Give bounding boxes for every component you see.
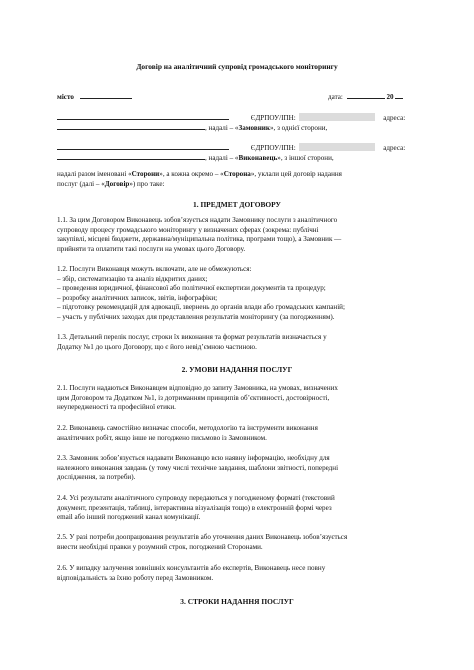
paragraph-line: супроводу процесу громадського моніторингу у визначених сферах (зокрема: публічні (57, 225, 319, 234)
section-3-heading: 3. СТРОКИ НАДАННЯ ПОСЛУГ (180, 597, 294, 606)
city-field[interactable] (80, 91, 132, 99)
party2-edrpou-label: ЄДРПОУ/ІПН: (250, 144, 296, 152)
party1-address-label: адреса: (383, 114, 406, 122)
section-2-heading: 2. УМОВИ НАДАННЯ ПОСЛУГ (181, 365, 293, 374)
paragraph-line: 2.2. Виконавець самостійно визначає способи, методологію та інструменти виконання (57, 424, 318, 432)
paragraph-line: внести необхідні правки у розумний строк, погоджений Сторонами. (57, 542, 263, 551)
paragraph-line: неупередженості та професійної етики. (57, 403, 176, 412)
paragraph-line: дослідження, за потреби). (57, 473, 136, 482)
paragraph-1-2 (57, 265, 419, 323)
date-row (328, 91, 403, 103)
intro-bold-3: Договір (104, 180, 130, 188)
intro-text-2: », а кожна окремо – « (159, 170, 224, 178)
party2-role-suffix: », з іншої сторони, (277, 154, 334, 162)
date-year: 20 (386, 93, 394, 101)
paragraph-line: документ, презентація, таблиці, інтерактивна візуалізація тощо) в електронній формі через (57, 503, 332, 512)
party2-address-label: адреса: (383, 144, 406, 152)
paragraph-line: закупівлі, місцеві бюджети, державна/муніципальна політика, програми тощо), а Замовник — (57, 235, 342, 244)
paragraph-line: email або інший погоджений канал комунікації. (57, 513, 201, 522)
date-field[interactable] (347, 91, 385, 99)
paragraph-2-5 (57, 533, 419, 552)
year-suffix-field[interactable] (395, 91, 403, 99)
party1-row2 (57, 122, 327, 134)
paragraph-line: 1.2. Послуги Виконавця можуть включати, але не обмежуються: (57, 265, 252, 273)
paragraph-2-3 (57, 454, 419, 483)
list-item: – проведення юридичної, фінансової або політичної експертизи документів та процедур; (57, 284, 326, 293)
date-label: дата: (328, 93, 343, 101)
list-item: – розробку аналітичних записок, звітів, інфографіки; (57, 293, 218, 302)
paragraph-line: Додатку №1 до цього Договору, що є його невід’ємною частиною. (57, 342, 257, 351)
intro-bold-1: Сторони (131, 170, 160, 178)
party2-address-field[interactable] (57, 152, 205, 160)
paragraph-2-6 (57, 564, 419, 583)
party1-role-suffix: », з однієї сторони, (269, 124, 328, 132)
party2-role-name: Виконавець (238, 154, 278, 162)
paragraph-line: прийняти та оплатити такі послуги на умовах цього Договору. (57, 244, 246, 253)
list-item: – участь у публічних заходах для представлення результатів моніторингу (за погодженням). (57, 312, 335, 321)
party1-address-field[interactable] (57, 122, 205, 130)
list-item: – підготовку рекомендацій для адвокації, звернень до органів влади або громадських кампаній; (57, 303, 345, 312)
paragraph-2-1 (57, 384, 419, 413)
intro-text-4: послуг (далі – « (57, 180, 105, 188)
party1-role-prefix: , надалі – « (205, 124, 239, 132)
city-label: місто (57, 93, 74, 101)
paragraph-line: відповідальність за їхню роботу перед Замовником. (57, 573, 214, 582)
paragraph-line: належного виконання завдань (у тому числі технічне завдання, шаблони звітності, попередні (57, 463, 339, 472)
intro-text-1: надалі разом іменовані « (57, 170, 132, 178)
section-1-heading: 1. ПРЕДМЕТ ДОГОВОРУ (193, 200, 281, 209)
paragraph-line: 2.1. Послуги надаються Виконавцем відповідно до запиту Замовника, на умовах, визначених (57, 384, 338, 392)
paragraph-1-1 (57, 216, 419, 254)
paragraph-line: 2.3. Замовник зобов’язується надавати Виконавцю всю наявну інформацію, необхідну для (57, 454, 330, 462)
intro-line1 (57, 170, 342, 180)
list-item: – збір, систематизацію та аналіз відкритих даних; (57, 274, 208, 283)
paragraph-line: 2.6. У випадку залучення зовнішніх консультантів або експертів, Виконавець несе повну (57, 564, 326, 572)
party2-name-field[interactable] (57, 142, 229, 150)
party2-edrpou-field[interactable] (299, 143, 375, 151)
intro-text-3: », уклали цей договір надання (250, 170, 342, 178)
paragraph-line: 2.4. Усі результати аналітичного супроводу передаються у погодженому форматі (текстовий (57, 494, 335, 502)
document-title: Договір на аналітичний супровід громадського моніторингу (136, 62, 338, 71)
party1-edrpou-label: ЄДРПОУ/ІПН: (250, 114, 296, 122)
paragraph-1-3 (57, 333, 419, 352)
intro-line2 (57, 180, 164, 190)
paragraph-line: 1.3. Детальний перелік послуг, строки їх виконання та формат результатів визначається у (57, 333, 327, 341)
city-row (57, 91, 132, 103)
paragraph-line: 2.5. У разі потреби доопрацювання результатів або уточнення даних Виконавець зобов’язується (57, 533, 348, 541)
paragraph-2-2 (57, 424, 419, 443)
intro-text-5: ») про таке: (129, 180, 165, 188)
intro-bold-2: Сторона (223, 170, 251, 178)
paragraph-line: 1.1. За цим Договором Виконавець зобов’язується надати Замовнику послуги з аналітичного (57, 216, 338, 224)
paragraph-line: цим Договором та Додатком №1, із дотриманням принципів об’єктивності, достовірності, (57, 393, 330, 402)
party1-name-field[interactable] (57, 112, 229, 120)
party2-row2 (57, 152, 334, 164)
party1-role-name: Замовник (238, 124, 270, 132)
party2-role-prefix: , надалі – « (205, 154, 239, 162)
party1-edrpou-field[interactable] (299, 113, 375, 121)
paragraph-line: аналітичних робіт, якщо інше не погоджено письмово із Замовником. (57, 433, 267, 442)
paragraph-2-4 (57, 494, 419, 523)
